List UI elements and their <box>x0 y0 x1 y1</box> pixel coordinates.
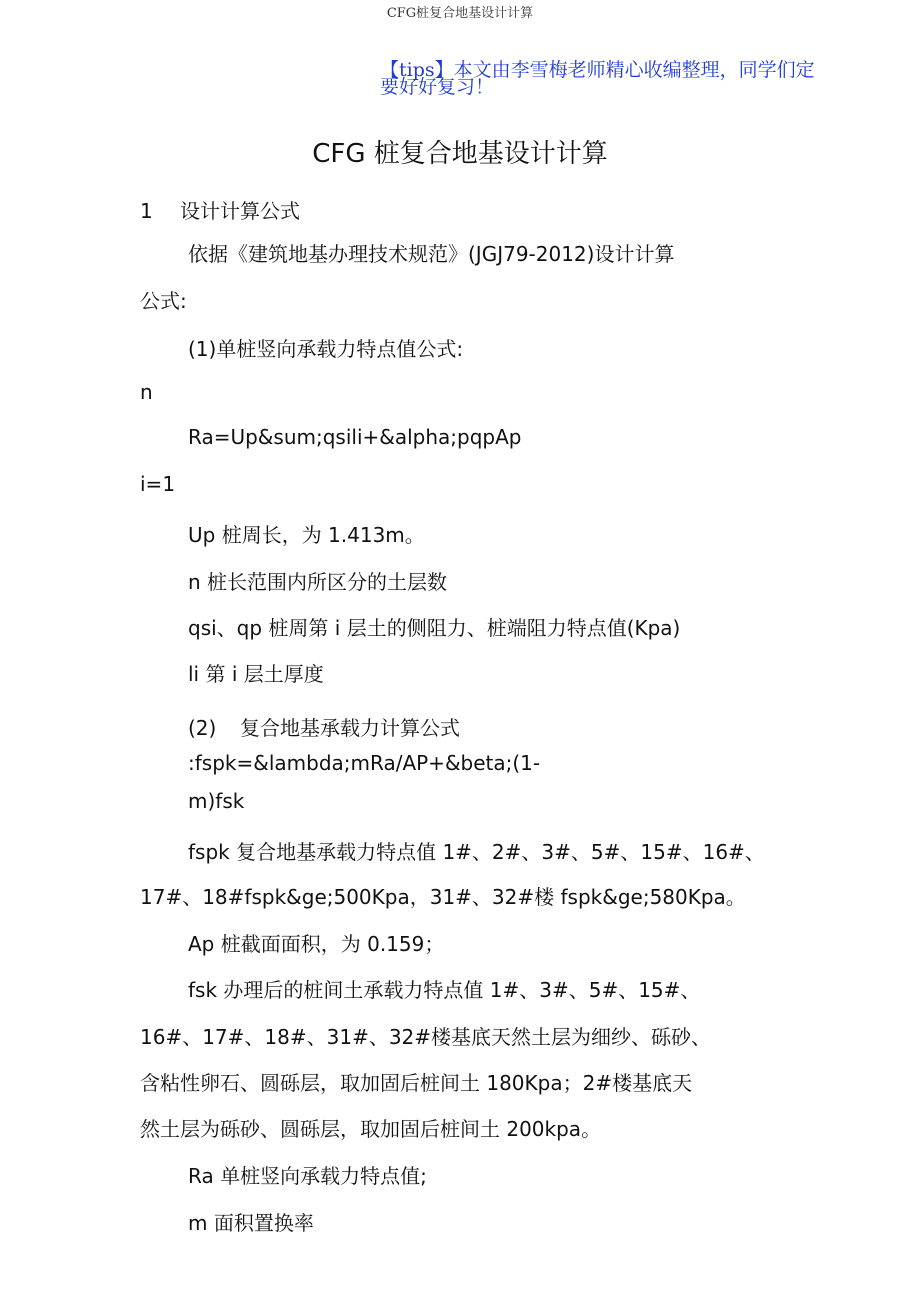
tips-line-1: 【tips】本文由李雪梅老师精心收编整理，同学们定 <box>380 59 815 81</box>
formula-1-expression: Ra=Up&sum;qsili+&alpha;pqpAp <box>188 425 522 449</box>
formula-2-heading <box>188 712 460 741</box>
running-header: CFG桩复合地基设计计算 <box>386 6 534 21</box>
document-title: CFG 桩复合地基设计计算 <box>312 139 608 169</box>
def-qsi: qsi、qp 桩周第 i 层土的侧阻力、桩端阻力特点值(Kpa) <box>188 616 681 640</box>
formula-1-heading: (1)单桩竖向承载力特点值公式: <box>188 337 464 361</box>
def-fsk-line-2: 16#、17#、18#、31#、32#楼基底天然土层为细纱、砾砂、 <box>140 1025 712 1049</box>
def-ra: Ra 单桩竖向承载力特点值; <box>188 1164 427 1188</box>
def-ap: Ap 桩截面面积，为 0.159； <box>188 932 445 956</box>
formula-2-expression-line-2: m)fsk <box>188 789 245 813</box>
section-title: 设计计算公式 <box>180 199 300 223</box>
section-number: 1 <box>140 199 153 223</box>
def-fsk-line-1: fsk 办理后的桩间土承载力特点值 1#、3#、5#、15#、 <box>188 978 701 1002</box>
formula-2-title: 复合地基承载力计算公式 <box>240 716 460 740</box>
tips-line-2: 要好好复习！ <box>380 76 495 98</box>
intro-line-1: 依据《建筑地基办理技术规范》(JGJ79-2012)设计计算 <box>188 242 675 266</box>
def-up: Up 桩周长，为 1.413m。 <box>188 523 425 547</box>
def-li: li 第 i 层土厚度 <box>188 662 324 686</box>
intro-line-2: 公式: <box>140 289 187 313</box>
section-1-heading <box>140 195 300 224</box>
formula-1-sum-upper: n <box>140 380 153 404</box>
def-fsk-line-3: 含粘性卵石、圆砾层，取加固后桩间土 180Kpa；2#楼基底天 <box>140 1071 693 1095</box>
formula-2-expression-line-1: :fspk=&lambda;mRa/AP+&beta;(1- <box>188 751 541 775</box>
def-n: n 桩长范围内所区分的土层数 <box>188 570 448 594</box>
def-m: m 面积置换率 <box>188 1211 314 1235</box>
formula-2-number: (2) <box>188 716 217 740</box>
tips-note <box>380 59 850 98</box>
def-fspk-line-1: fspk 复合地基承载力特点值 1#、2#、3#、5#、15#、16#、 <box>188 840 765 864</box>
def-fspk-line-2: 17#、18#fspk&ge;500Kpa，31#、32#楼 fspk&ge;580Kpa。 <box>140 885 746 909</box>
formula-1-sum-lower: i=1 <box>140 472 176 496</box>
def-fsk-line-4: 然土层为砾砂、圆砾层，取加固后桩间土 200kpa。 <box>140 1117 602 1141</box>
